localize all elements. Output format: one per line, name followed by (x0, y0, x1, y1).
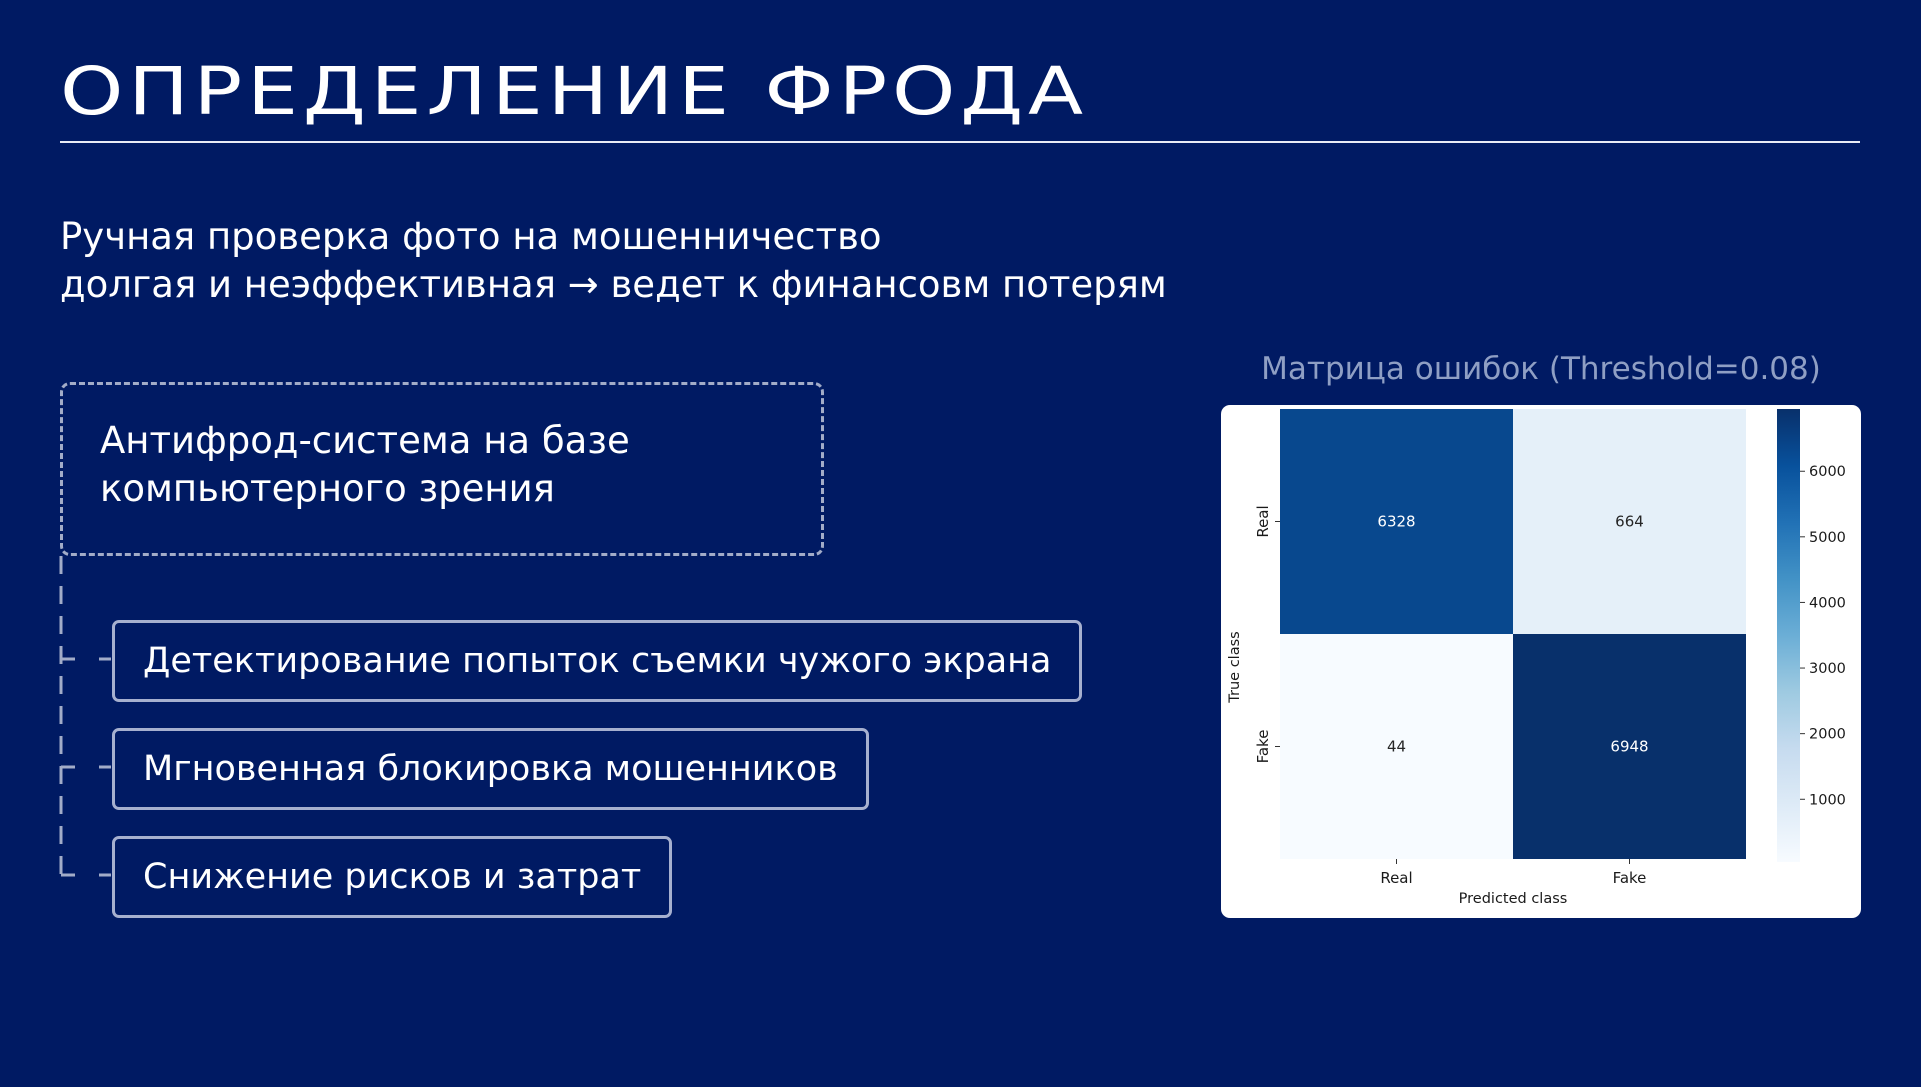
y-tick-label: Real (1254, 505, 1272, 538)
cell-value-label: 664 (1615, 512, 1644, 531)
feature-instant-blocking: Мгновенная блокировка мошенников (112, 728, 869, 810)
tree-connector (0, 0, 120, 900)
chart-title: Матрица ошибок (Threshold=0.08) (1261, 351, 1821, 387)
feature-risk-reduction: Снижение рисков и затрат (112, 836, 672, 918)
colorbar-tick-label: 6000 (1809, 464, 1846, 481)
confusion-matrix-chart (1221, 405, 1861, 918)
cell-value-label: 6328 (1377, 512, 1416, 531)
problem-line-1: Ручная проверка фото на мошенничество (60, 215, 882, 258)
y-tick-label: Fake (1254, 729, 1272, 764)
colorbar-tick-label: 3000 (1809, 661, 1846, 678)
y-axis-label: True class (1227, 631, 1243, 703)
problem-line-2: долгая и неэффективная → ведет к финансовм потерям (60, 263, 1167, 306)
solution-line-1: Антифрод-система на базе (100, 419, 630, 462)
title-divider (60, 141, 1860, 143)
colorbar (1777, 409, 1800, 862)
colorbar-tick-label: 5000 (1809, 529, 1846, 546)
x-tick-label: Fake (1612, 869, 1647, 887)
solution-text (100, 417, 630, 513)
problem-statement (60, 213, 1167, 309)
x-tick-label: Real (1380, 869, 1413, 887)
cell-value-label: 6948 (1610, 737, 1649, 756)
colorbar-tick-label: 2000 (1809, 726, 1846, 743)
cell-value-label: 44 (1386, 737, 1407, 756)
slide-title: ОПРЕДЕЛЕНИЕ ФРОДА (60, 53, 1089, 130)
solution-line-2: компьютерного зрения (100, 467, 555, 510)
confusion-matrix-card (1221, 405, 1861, 918)
feature-screen-capture-detection: Детектирование попыток съемки чужого экрана (112, 620, 1082, 702)
colorbar-tick-label: 1000 (1809, 792, 1846, 809)
x-axis-label: Predicted class (1458, 891, 1568, 907)
colorbar-tick-label: 4000 (1809, 595, 1846, 612)
